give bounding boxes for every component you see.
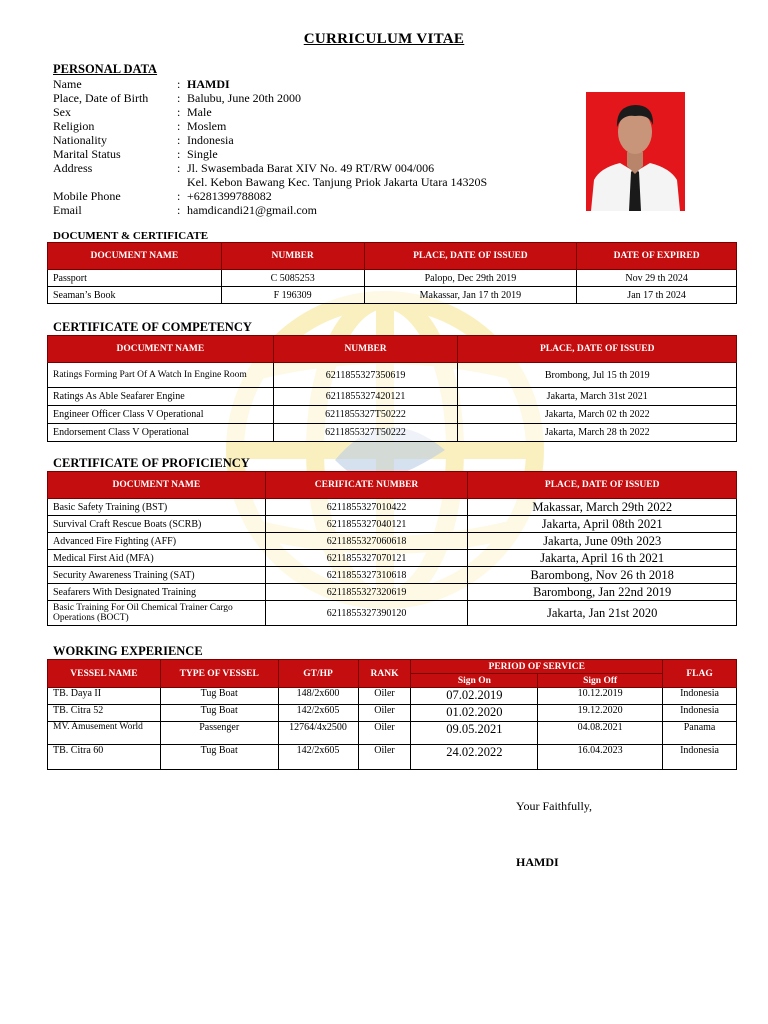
table-row: Seafarers With Designated Training 6211855327320619 Barombong, Jan 22nd 2019 [48, 584, 737, 601]
table-row: Basic Training For Oil Chemical Trainer Cargo Operations (BOCT) 6211855327390120 Jakarta, Jan 21st 2020 [48, 601, 737, 626]
personal-data-list [53, 77, 487, 217]
table-row: TB. Daya II Tug Boat 148/2x600 Oiler 07.02.2019 10.12.2019 Indonesia [48, 688, 737, 705]
table-row: Seaman’s Book F 196309 Makassar, Jan 17 th 2019 Jan 17 th 2024 [48, 287, 737, 304]
signature-name: HAMDI [516, 855, 559, 869]
document-certificate-heading: DOCUMENT & CERTIFICATE [53, 230, 209, 242]
pd-row-marital: Marital Status : Single [53, 147, 218, 161]
table-row: Passport C 5085253 Palopo, Dec 29th 2019 Nov 29 th 2024 [48, 270, 737, 287]
cop-heading: CERTIFICATE OF PROFICIENCY [53, 456, 250, 470]
closing-text: Your Faithfully, [516, 799, 593, 813]
pd-row-address-2: Kel. Kebon Bawang Kec. Tanjung Priok Jakarta Utara 14320S [187, 175, 488, 189]
table-row: Ratings Forming Part Of A Watch In Engine Room 6211855327350619 Brombong, Jul 15 th 2019 [48, 363, 737, 388]
table-row: TB. Citra 60 Tug Boat 142/2x605 Oiler 24.02.2022 16.04.2023 Indonesia [48, 745, 737, 770]
table-row: Advanced Fire Fighting (AFF) 6211855327060618 Jakarta, June 09th 2023 [48, 533, 737, 550]
table-row: Basic Safety Training (BST) 6211855327010422 Makassar, March 29th 2022 [48, 499, 737, 516]
pd-row-phone: Mobile Phone : +6281399788082 [53, 189, 272, 203]
table-header-row: DOCUMENT NAME CERIFICATE NUMBER PLACE, DATE OF ISSUED [48, 472, 737, 499]
table-row: Engineer Officer Class V Operational 6211855327T50222 Jakarta, March 02 th 2022 [48, 406, 737, 424]
table-header-row: VESSEL NAME TYPE OF VESSEL GT/HP RANK PERIOD OF SERVICE FLAG [48, 660, 737, 674]
table-row: Ratings As Able Seafarer Engine 6211855327420121 Jakarta, March 31st 2021 [48, 388, 737, 406]
personal-data-heading: PERSONAL DATA [53, 62, 158, 76]
table-row: TB. Citra 52 Tug Boat 142/2x605 Oiler 01.02.2020 19.12.2020 Indonesia [48, 705, 737, 722]
table-row: Medical First Aid (MFA) 6211855327070121 Jakarta, April 16 th 2021 [48, 550, 737, 567]
pd-row-nationality: Nationality : Indonesia [53, 133, 234, 147]
coc-heading: CERTIFICATE OF COMPETENCY [53, 320, 252, 334]
table-row: Security Awareness Training (SAT) 6211855327310618 Barombong, Nov 26 th 2018 [48, 567, 737, 584]
document-certificate-table [47, 242, 737, 304]
table-subheader-row: Sign On Sign Off [48, 674, 737, 688]
pd-row-birth: Place, Date of Birth : Balubu, June 20th 2000 [53, 91, 301, 105]
table-header-row: DOCUMENT NAME NUMBER PLACE, DATE OF ISSUED DATE OF EXPIRED [48, 243, 737, 270]
table-header-row: DOCUMENT NAME NUMBER PLACE, DATE OF ISSUED [48, 336, 737, 363]
pd-row-email: Email : hamdicandi21@gmail.com [53, 203, 318, 217]
working-experience-table [47, 659, 737, 770]
working-experience-heading: WORKING EXPERIENCE [53, 644, 203, 658]
table-row: Endorsement Class V Operational 6211855327T50222 Jakarta, March 28 th 2022 [48, 424, 737, 442]
document-title: CURRICULUM VITAE [303, 31, 465, 47]
pd-row-religion: Religion : Moslem [53, 119, 227, 133]
table-row: Survival Craft Rescue Boats (SCRB) 6211855327040121 Jakarta, April 08th 2021 [48, 516, 737, 533]
pd-row-name: Name : HAMDI [53, 77, 230, 91]
table-row: MV. Amusement World Passenger 12764/4x2500 Oiler 09.05.2021 04.08.2021 Panama [48, 722, 737, 745]
pd-row-address: Address : Jl. Swasembada Barat XIV No. 49 RT/RW 004/006 [53, 161, 435, 175]
coc-table [47, 335, 737, 442]
profile-photo [586, 92, 685, 211]
pd-row-sex: Sex : Male [53, 105, 212, 119]
pd-name-value: HAMDI [187, 77, 230, 91]
cop-table [47, 471, 737, 626]
